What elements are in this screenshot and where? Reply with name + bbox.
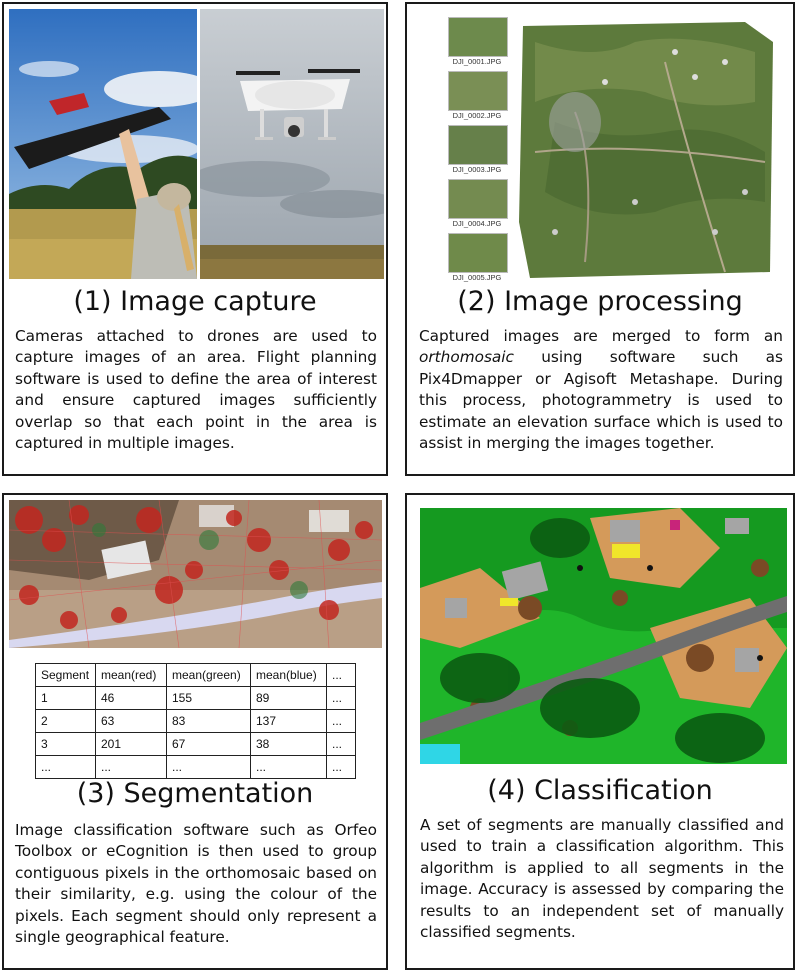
table-header-row [36,664,356,687]
table-cell: ... [327,687,356,710]
table-cell: 38 [251,733,327,756]
thumbnail-image [448,179,508,219]
description-start: Captured images are merged to form an [419,327,783,345]
table-cell: 67 [167,733,251,756]
thumbnail-image [448,125,508,165]
quadcopter-photo [200,9,384,279]
orthomosaic-image [515,22,777,280]
segment-stats-table [35,663,356,779]
panel-segmentation [2,493,388,970]
panel-image-capture [2,2,388,476]
table-cell: 89 [251,687,327,710]
drone-launch-photo [9,9,197,279]
thumbnail-strip [442,14,512,284]
table-cell: ... [96,756,167,779]
thumbnail-image [448,71,508,111]
segmentation-image [9,500,382,648]
panel-description: Image classification software such as Orfeo Toolbox or eCognition is then used to group contiguous pixels in the orthomosaic based on their similarity, e.g. using the colour of the pixels. Each segment should only represent a single geographical feature. [15,821,377,947]
table-cell: 137 [251,710,327,733]
thumbnail-label: DJI_0002.JPG [452,111,502,120]
orthomosaic-term: orthomosaic [419,348,514,367]
panel-description [419,326,783,454]
thumbnail-label: DJI_0005.JPG [452,273,502,282]
table-cell: 63 [96,710,167,733]
table-cell: ... [36,756,96,779]
table-cell: 3 [36,733,96,756]
table-cell: ... [167,756,251,779]
panel-title: (4) Classification [487,775,713,806]
panel-title: (1) Image capture [73,286,317,317]
table-cell: ... [327,756,356,779]
table-cell: 155 [167,687,251,710]
panel-classification [405,493,795,970]
table-cell: ... [327,733,356,756]
thumbnail-label: DJI_0001.JPG [452,57,502,66]
table-cell: 46 [96,687,167,710]
table-row [36,710,356,733]
panel-image-processing [405,2,795,476]
table-header-cell: mean(blue) [251,664,327,687]
thumbnail-label: DJI_0003.JPG [452,165,502,174]
table-cell: 1 [36,687,96,710]
panel-title: (2) Image processing [457,286,743,317]
panel-title: (3) Segmentation [76,778,314,809]
table-header-cell: mean(red) [96,664,167,687]
table-cell: 83 [167,710,251,733]
table-row [36,756,356,779]
table-header-cell: mean(green) [167,664,251,687]
table-cell: 201 [96,733,167,756]
thumbnail-image [448,233,508,273]
description-end: using software such as Pix4Dmapper or Agisoft Metashape. During this process, photogrammetry is used to estimate an elevation surface which is used to assist in merging the images together. [419,348,783,453]
table-cell: ... [327,710,356,733]
thumbnail-image [448,17,508,57]
panel-description: Cameras attached to drones are used to capture images of an area. Flight planning software is used to define the area of interest and ensure captured images sufficiently overlap so that each point in the area is captured in multiple images. [15,327,377,453]
table-row [36,733,356,756]
table-header-cell: Segment [36,664,96,687]
table-header-cell: ... [327,664,356,687]
classification-map-image [420,508,787,764]
table-row [36,687,356,710]
thumbnail-label: DJI_0004.JPG [452,219,502,228]
table-cell: 2 [36,710,96,733]
table-cell: ... [251,756,327,779]
panel-description: A set of segments are manually classified and used to train a classification algorithm. This algorithm is applied to all segments in the image. Accuracy is assessed by comparing the results to an independent set of manually classified segments. [420,816,784,942]
